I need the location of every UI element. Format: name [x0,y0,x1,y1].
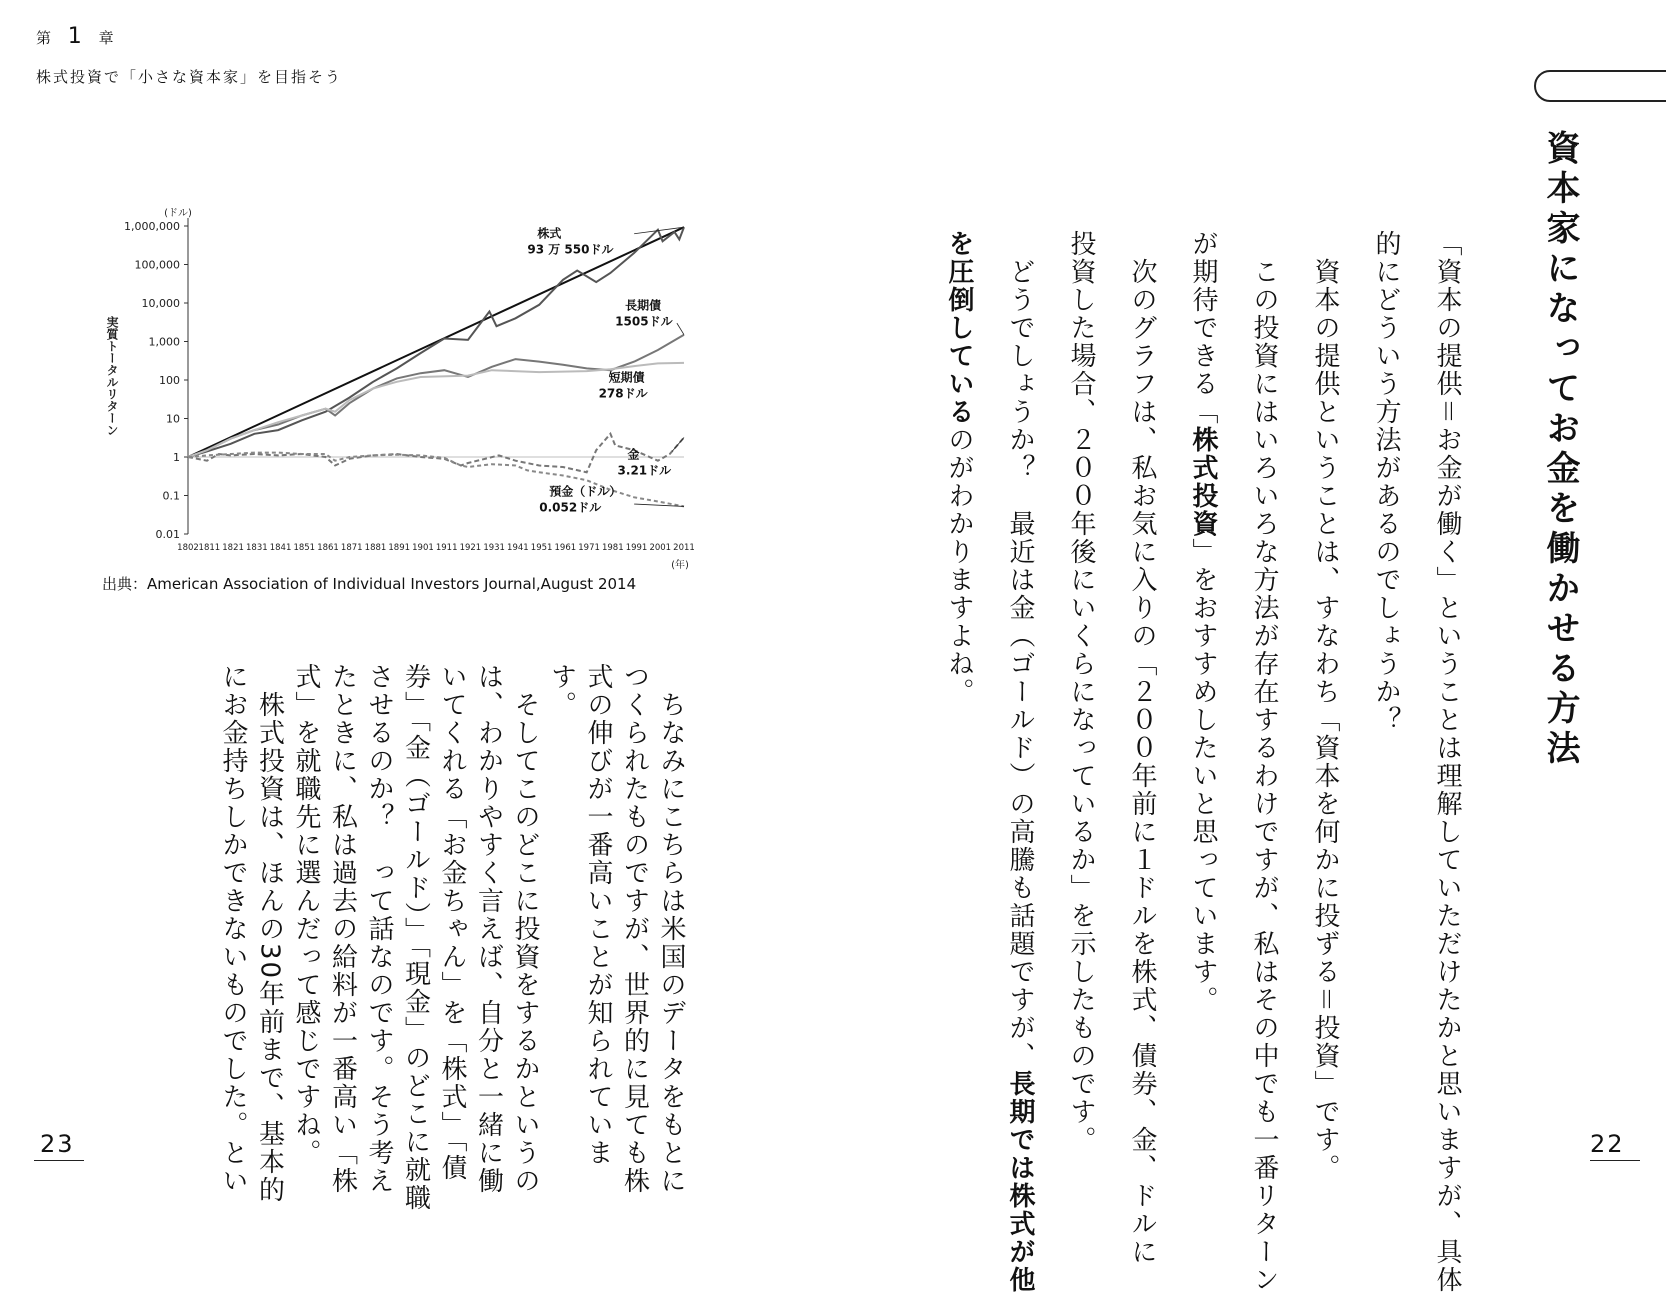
left-text-column [541,663,583,719]
x-tick-label: 1991 [625,543,648,553]
right-text-column [1121,230,1163,1266]
series-leader-3 [672,437,684,451]
section-heading: 資本家になってお金を働かせる方法 [1540,130,1580,770]
y-tick-label: 1,000 [148,335,180,349]
x-tick-label: 1921 [459,543,482,553]
series-value-2: 278ドル [598,386,648,401]
bold-text: を圧倒している [944,230,974,426]
page-number-rule-right [1590,1160,1640,1161]
y-tick-label: 10 [166,412,180,426]
series-label-4: 預金（ドル） [549,484,622,499]
series-line-3 [188,434,684,473]
x-unit-label: (年) [671,560,689,571]
right-text-column [1243,230,1285,1294]
body-text: にお金持ちしかできないものでした。とい [218,663,248,1195]
y-unit-label: (ドル) [164,208,192,219]
stock-trend-line [188,227,684,457]
body-text: 資本の提供ということは、すなわち「資本を何かに投ずる＝投資」です。 [1310,230,1340,1182]
left-text-column [358,663,400,1195]
left-text-column [322,663,364,1195]
right-text-column [1365,230,1407,734]
series-label-2: 短期債 [608,370,645,385]
x-tick-label: 1851 [293,543,316,553]
x-tick-label: 1961 [554,543,577,553]
body-text: どうでしょうか？ 最近は金（ゴールド）の高騰も話題ですが、 [1005,230,1035,1070]
returns-chart [100,196,710,571]
left-text-column [504,663,546,1195]
x-tick-label: 1901 [412,543,434,553]
bold-text: 株式投資 [1188,426,1218,538]
body-text: ちなみにこちらは米国のデータをもとに [656,663,686,1195]
body-text: そしてこのどこに投資をするかというの [510,663,540,1195]
y-axis-label: 実質トータルリターン [105,316,119,436]
x-tick-label: 1841 [269,543,292,553]
left-text-column [285,663,327,1167]
body-text: 」をおすすめしたいと思っています。 [1188,538,1218,1014]
body-text: が期待できる「 [1188,230,1218,426]
body-text: す。 [546,663,577,719]
bold-text: 長期では株式が他 [1005,1070,1035,1294]
x-tick-label: 1821 [222,543,244,553]
x-tick-label: 1981 [601,543,624,553]
x-tick-label: 1881 [364,543,387,553]
chapter-prefix: 第 [36,29,58,47]
body-text: させるのか？ って話なのです。そう考え [364,663,394,1195]
body-text: 式」を就職先に選んだって感じですね。 [291,663,321,1167]
y-tick-label: 1 [173,451,180,464]
right-text-column [1182,230,1224,1014]
body-text: いてくれる「お金ちゃん」を「株式」「債 [437,663,467,1182]
body-text: つくられたものですが、世界的に見ても株 [619,663,650,1195]
series-label-3: 金 [627,447,640,462]
y-tick-label: 100 [159,374,180,387]
body-text: 式の伸びが一番高いことが知られていま [583,663,613,1167]
x-tick-label: 2001 [649,543,672,553]
series-value-0: 93 万 550ドル [527,242,614,257]
x-tick-label: 1931 [483,543,505,553]
x-tick-label: 2011 [673,543,695,553]
section-tab-decoration [1534,70,1666,102]
x-tick-label: 1811 [198,543,221,553]
left-text-column [431,663,473,1182]
x-tick-label: 1971 [578,543,600,553]
x-tick-label: 1951 [530,543,553,553]
left-text-column [249,663,291,1204]
x-tick-label: 1891 [388,543,411,553]
series-value-4: 0.052ドル [539,500,602,515]
y-tick-label: 0.1 [162,489,180,503]
page-number-right: 22 [1590,1130,1625,1158]
chapter-number: 1 [67,24,88,49]
chart-source: 出典：American Association of Individual Investors Journal,August 2014 [102,575,637,593]
right-text-column [1304,230,1346,1182]
x-tick-label: 1861 [317,543,339,553]
y-tick-label: 10,000 [141,297,180,310]
y-tick-label: 1,000,000 [124,220,180,233]
chapter-suffix: 章 [98,29,120,47]
page-number-rule-left [34,1160,84,1161]
body-text: のがわかりますよね。 [944,426,974,706]
y-tick-label: 0.01 [155,528,180,541]
left-text-column [395,663,437,1212]
left-text-column [212,663,254,1195]
body-text: 「資本の提供＝お金が働く」ということは理解していただけたかと思いますが、具体 [1432,230,1462,1294]
x-tick-label: 1802 [177,543,199,553]
x-tick-label: 1831 [246,543,268,553]
left-text-column [468,663,510,1195]
series-label-0: 株式 [537,226,562,241]
body-text: 的にどういう方法があるのでしょうか？ [1371,230,1401,734]
body-text: 株式投資は、ほんの30年前まで、基本的 [254,663,285,1205]
y-tick-label: 100,000 [134,258,180,272]
body-text: は、わかりやすく言えば、自分と一緒に働 [473,663,504,1195]
left-text-column [577,663,619,1167]
series-label-1: 長期債 [625,298,662,313]
right-text-column [1060,230,1102,1154]
left-text-column [650,663,692,1195]
chapter-label [36,24,120,49]
body-text: この投資にはいろいろな方法が存在するわけですが、私はその中でも一番リターン [1249,230,1279,1294]
left-text-column [614,663,656,1195]
body-text: 投資した場合、２００年後にいくらになっているか」を示したものです。 [1066,230,1096,1154]
body-text: たときに、私は過去の給料が一番高い「株 [327,663,358,1195]
series-value-3: 3.21ドル [617,463,672,478]
right-text-column [1426,230,1468,1294]
series-value-1: 1505ドル [615,314,673,329]
right-text-column [938,230,980,706]
right-text-column [999,230,1041,1294]
body-text: 次のグラフは、私お気に入りの「２００年前に１ドルを株式、債券、金、ドルに [1127,230,1157,1266]
x-tick-label: 1871 [340,543,363,553]
chapter-subtitle: 株式投資で「小さな資本家」を目指そう [36,68,343,86]
page-number-left: 23 [40,1130,75,1158]
series-leader-1 [677,323,684,335]
series-line-4 [188,453,684,507]
x-tick-label: 1911 [435,543,458,553]
body-text: 券」「金（ゴールド）」「現金」のどこに就職 [400,663,431,1212]
x-tick-label: 1941 [507,543,529,553]
